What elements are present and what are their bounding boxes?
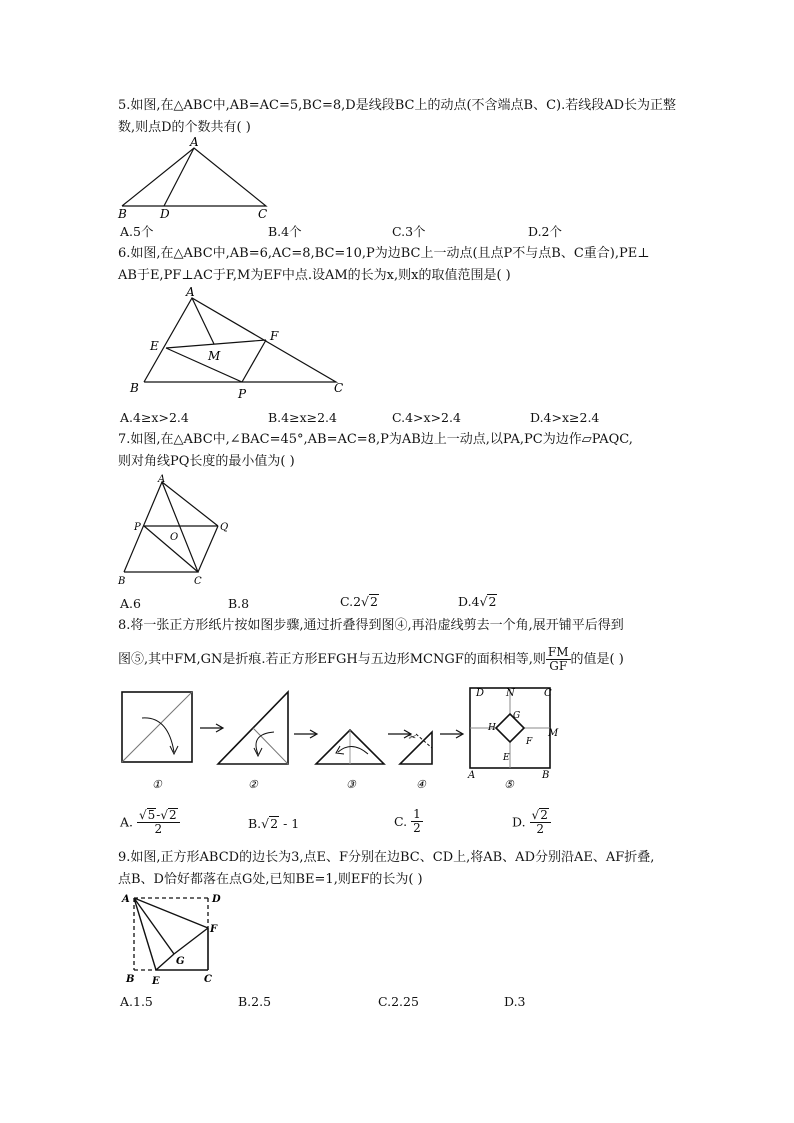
- q6-option-c: C.4>x>2.4: [392, 410, 461, 425]
- q6-segment-pe: [166, 348, 242, 382]
- q8-label-g: G: [513, 711, 521, 721]
- q7-label-b: B: [118, 576, 126, 587]
- q8-fold-steps-figure: [116, 682, 566, 796]
- q8-fraction-fm-gf: [546, 646, 571, 673]
- sqrt-icon: √: [479, 594, 488, 609]
- q8-option-d-denominator: 2: [536, 822, 545, 836]
- q7-option-d-radicand: 2: [488, 594, 497, 609]
- q6-label-c: C: [334, 381, 344, 395]
- q5-label-b: B: [118, 207, 127, 221]
- q9-label-b: B: [126, 974, 135, 985]
- q6-segment-pf: [242, 340, 266, 382]
- q6-line1: 6.如图,在△ABC中,AB=6,AC=8,BC=10,P为边BC上一动点(且点P不与点B、C重合),PE⊥: [118, 246, 650, 261]
- q7-option-c: [340, 594, 379, 609]
- q8-label-m: M: [548, 728, 559, 739]
- q8-option-d: [512, 808, 551, 836]
- q9-option-d: D.3: [504, 994, 526, 1009]
- q8-step-label-3: ③: [346, 778, 356, 791]
- q8-option-b-radicand: 2: [270, 816, 279, 831]
- q8-frac-num: FM: [547, 645, 569, 659]
- q9-line2: 点B、D恰好都落在点G处,已知BE=1,则EF的长为( ): [118, 872, 423, 887]
- sqrt-icon: √: [139, 808, 147, 822]
- q5-option-a: A.5个: [120, 224, 154, 239]
- q5-label-d: D: [160, 207, 170, 221]
- q8-step-label-5: ⑤: [504, 778, 514, 791]
- q7-option-c-radicand: 2: [370, 594, 378, 609]
- q5-option-b: B.4个: [268, 224, 302, 239]
- q5-segment-ad: [164, 148, 194, 206]
- q5-triangle-figure: [114, 134, 284, 222]
- q9-square-figure: [118, 888, 234, 988]
- q7-option-a: A.6: [120, 596, 141, 611]
- q8-line2-tail: 的值是( ): [570, 652, 624, 667]
- q8-option-a-numerator: [137, 808, 180, 823]
- q9-label-a: A: [122, 894, 130, 905]
- q8-option-d-numerator: [530, 808, 551, 823]
- q9-option-a: A.1.5: [120, 994, 153, 1009]
- q8-step-label-4: ④: [416, 778, 426, 791]
- q8-option-a-minus: -: [156, 808, 161, 822]
- q8-option-c: [394, 808, 423, 835]
- q9-label-d: D: [212, 894, 221, 905]
- q8-label-f: F: [526, 737, 533, 747]
- q5-label-c: C: [258, 207, 268, 221]
- q8-option-c-prefix: C.: [394, 814, 408, 829]
- q6-label-e: E: [150, 339, 159, 353]
- q6-label-b: B: [130, 381, 139, 395]
- q7-label-p: P: [134, 522, 141, 533]
- q8-option-a-prefix: A.: [120, 814, 134, 830]
- q9-option-b: B.2.5: [238, 994, 272, 1009]
- q9-label-c: C: [204, 974, 212, 985]
- q8-option-b: [248, 816, 299, 831]
- q8-label-h: H: [488, 723, 496, 733]
- q8-option-a-rad2: 2: [169, 808, 177, 822]
- q8-label-d: D: [476, 688, 485, 699]
- q7-label-q: Q: [220, 522, 229, 533]
- q8-step4-triangle: [400, 732, 432, 764]
- q6-segment-ef: [166, 340, 266, 348]
- q8-option-a-rad1: 5: [147, 808, 156, 822]
- sqrt-icon: √: [361, 594, 370, 609]
- q8-label-b: B: [542, 770, 550, 781]
- q8-option-d-radicand: 2: [540, 808, 548, 822]
- q7-label-a: A: [158, 474, 166, 485]
- q7-line2: 则对角线PQ长度的最小值为( ): [118, 454, 295, 469]
- q8-label-a: A: [468, 770, 476, 781]
- q5-line1: 5.如图,在△ABC中,AB=AC=5,BC=8,D是线段BC上的动点(不含端点B、C).若线段AD长为正整: [118, 98, 677, 113]
- q7-segment-qc: [198, 526, 218, 572]
- q8-option-d-fraction: [530, 808, 551, 836]
- q9-segment-gf: [174, 928, 208, 954]
- q9-segment-ae: [134, 898, 156, 970]
- scissors-icon: ✂: [408, 733, 416, 743]
- q9-label-f: F: [210, 924, 218, 935]
- q7-label-o: O: [170, 532, 179, 543]
- q8-option-d-prefix: D.: [512, 814, 526, 830]
- q8-line2-text: 图⑤,其中FM,GN是折痕.若正方形EFGH与五边形MCNGF的面积相等,则: [118, 652, 546, 667]
- q7-label-c: C: [194, 576, 202, 587]
- q7-option-b: B.8: [228, 596, 250, 611]
- q9-line1: 9.如图,正方形ABCD的边长为3,点E、F分别在边BC、CD上,将AB、AD分别沿AE、AF折叠,: [118, 850, 655, 865]
- q9-label-g: G: [176, 956, 185, 967]
- q6-line2: AB于E,PF⊥AC于F,M为EF中点.设AM的长为x,则x的取值范围是( ): [118, 268, 511, 283]
- q7-option-c-prefix: C.2: [340, 594, 362, 609]
- q8-frac-den: GF: [549, 659, 568, 673]
- q6-label-m: M: [208, 349, 221, 363]
- q7-triangle-figure: [114, 474, 244, 590]
- q6-triangle-figure: [126, 284, 356, 402]
- q6-label-p: P: [238, 387, 247, 401]
- q6-option-a: A.4≥x>2.4: [120, 410, 189, 425]
- q8-label-c: C: [544, 688, 552, 699]
- q6-label-f: F: [270, 329, 279, 343]
- q8-option-b-suffix: - 1: [279, 816, 300, 831]
- q5-option-d: D.2个: [528, 224, 563, 239]
- q7-option-d: [458, 594, 497, 609]
- q9-label-e: E: [152, 976, 160, 987]
- q8-option-a: [120, 808, 180, 836]
- q7-line1: 7.如图,在△ABC中,∠BAC=45°,AB=AC=8,P为AB边上一动点,以PA,PC为边作▱PAQC,: [118, 432, 633, 447]
- q8-option-b-prefix: B.: [248, 816, 262, 831]
- q5-option-c: C.3个: [392, 224, 426, 239]
- q6-triangle-abc: [144, 298, 336, 382]
- q8-line1: 8.将一张正方形纸片按如图步骤,通过折叠得到图④,再沿虚线剪去一个角,展开铺平后得到: [118, 618, 624, 633]
- sqrt-icon: √: [160, 808, 169, 822]
- q7-option-d-prefix: D.4: [458, 594, 480, 609]
- q8-option-a-fraction: [137, 808, 180, 836]
- q6-option-b: B.4≥x≥2.4: [268, 410, 337, 425]
- q5-triangle-abc: [122, 148, 266, 206]
- q6-option-d: D.4>x≥2.4: [530, 410, 600, 425]
- sqrt-icon: √: [261, 816, 270, 831]
- q8-label-n: N: [506, 688, 515, 699]
- q8-option-c-numerator: 1: [413, 807, 421, 821]
- q8-step-label-2: ②: [248, 778, 258, 791]
- q8-option-a-denominator: 2: [154, 822, 163, 836]
- sqrt-icon: √: [531, 808, 540, 822]
- q8-option-c-denominator: 2: [413, 821, 421, 835]
- q5-label-a: A: [190, 135, 199, 149]
- q8-label-e: E: [503, 753, 510, 763]
- q6-label-a: A: [186, 285, 195, 299]
- q8-line2: [118, 646, 708, 674]
- q8-option-c-fraction: [411, 808, 423, 835]
- q8-step-label-1: ①: [152, 778, 162, 791]
- q5-line2: 数,则点D的个数共有( ): [118, 120, 251, 135]
- q9-option-c: C.2.25: [378, 994, 419, 1009]
- q9-segment-eg: [156, 954, 174, 970]
